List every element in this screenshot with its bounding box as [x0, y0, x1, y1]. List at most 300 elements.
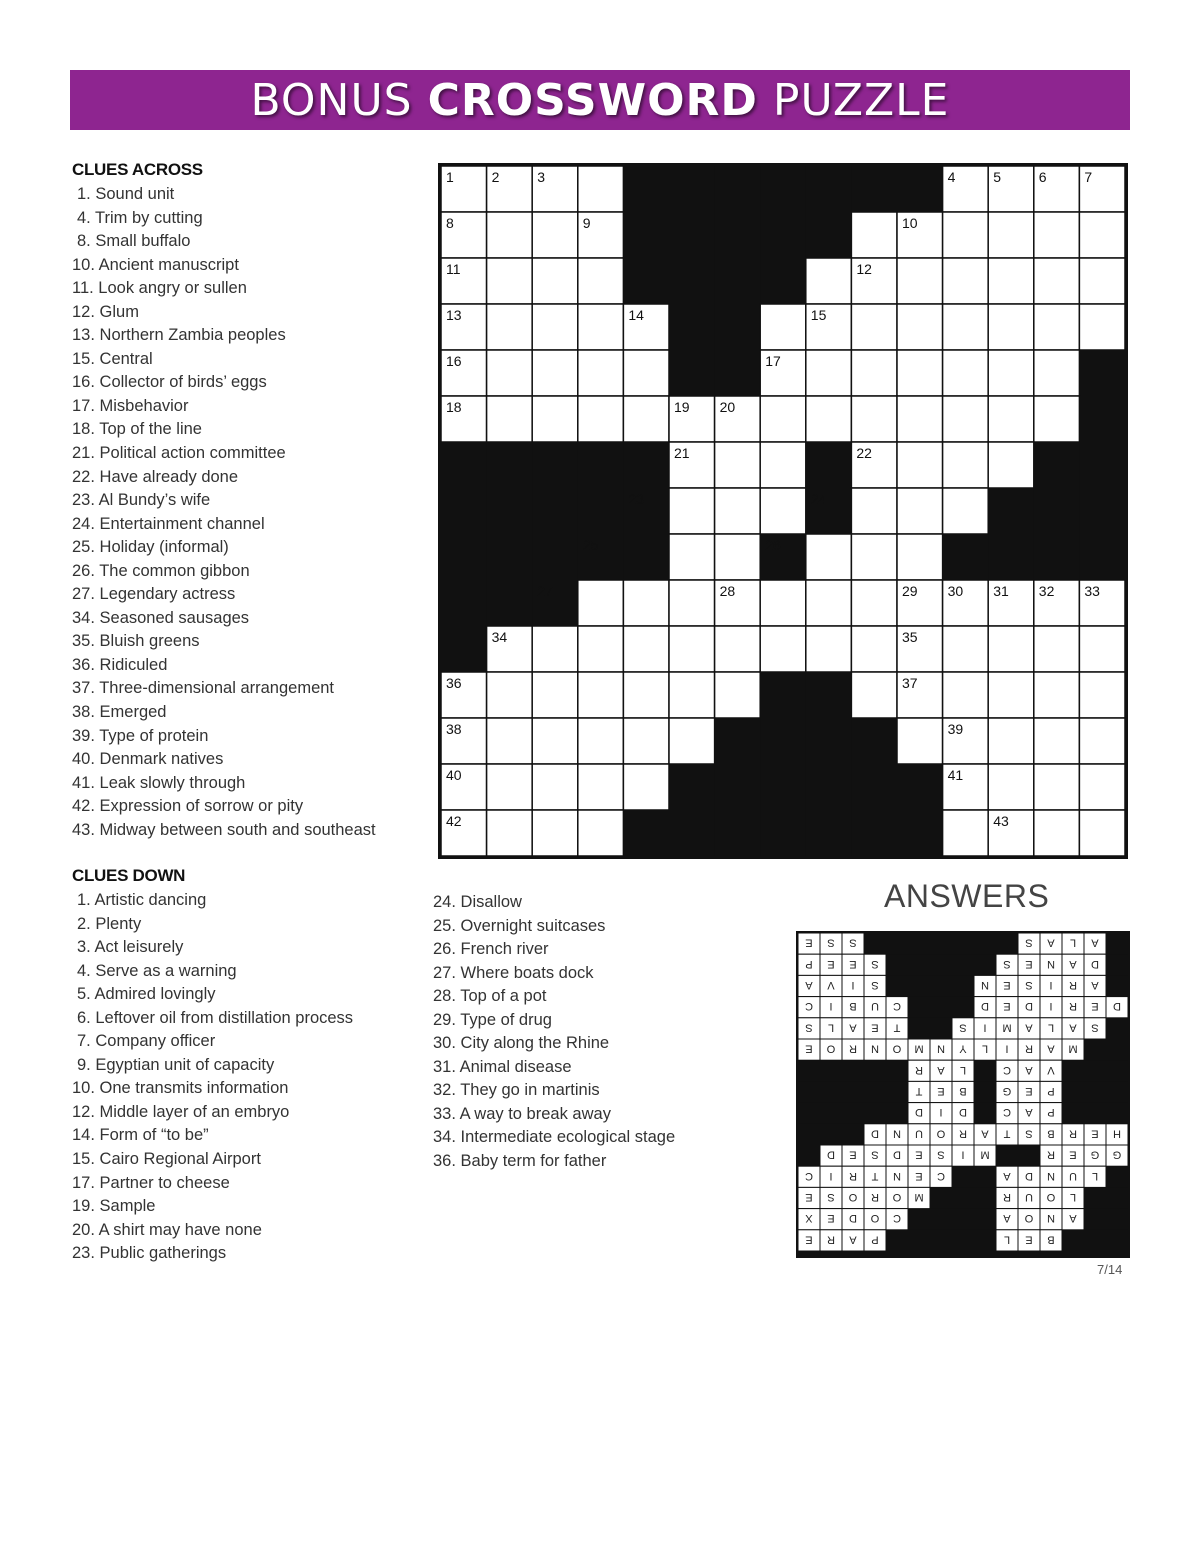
grid-block	[441, 442, 487, 488]
grid-cell	[1034, 672, 1080, 718]
clue-text: Three-dimensional arrangement	[94, 679, 335, 698]
clue-number: 1.	[77, 185, 91, 203]
grid-cell	[578, 626, 624, 672]
grid-cell	[715, 672, 761, 718]
answer-letter: U	[1025, 1191, 1033, 1203]
grid-cell	[943, 672, 989, 718]
answer-letter: S	[937, 1148, 945, 1161]
answers-block	[886, 933, 908, 954]
answer-letter: A	[1069, 957, 1077, 970]
grid-number: 15	[810, 307, 827, 323]
answer-letter: A	[1003, 1169, 1011, 1182]
answers-block	[974, 1209, 996, 1230]
answers-block	[1106, 1060, 1128, 1081]
answers-block	[1106, 975, 1128, 996]
answers-block	[886, 975, 908, 996]
answer-letter: A	[1003, 1212, 1011, 1225]
clue-item	[72, 1101, 353, 1125]
clue-number: 2.	[77, 914, 91, 933]
clue-number: 21.	[72, 444, 95, 463]
clue-number: 16.	[72, 373, 95, 392]
clue-text: Public gatherings	[94, 1244, 227, 1263]
answers-block	[864, 1060, 886, 1081]
clue-number: 26.	[72, 561, 95, 580]
grid-cell	[715, 488, 761, 534]
clue-number: 34.	[72, 608, 95, 627]
answer-letter: S	[827, 1191, 835, 1203]
answer-letter: L	[1047, 1021, 1055, 1034]
grid-cell	[578, 258, 624, 304]
grid-cell	[669, 626, 715, 672]
clue-text: Baby term for father	[455, 1152, 607, 1171]
clue-item	[72, 1054, 353, 1078]
grid-cell	[1034, 258, 1080, 304]
answer-letter: R	[1069, 1000, 1077, 1013]
grid-cell	[532, 764, 578, 810]
clues-down-list-2	[433, 891, 675, 1174]
grid-block	[623, 442, 669, 488]
grid-block	[715, 212, 761, 258]
clue-item	[433, 938, 675, 962]
answer-letter: E	[871, 1021, 879, 1034]
answers-block	[842, 1103, 864, 1124]
grid-number: 42	[446, 813, 462, 829]
answer-letter: M	[914, 1191, 924, 1203]
grid-cell	[532, 718, 578, 764]
grid-number: 14	[628, 307, 644, 323]
clue-text: Leftover oil from distillation process	[90, 1008, 354, 1027]
answers-block	[930, 1018, 952, 1039]
grid-cell	[806, 396, 852, 442]
answers-block	[798, 1081, 820, 1102]
grid-cell	[897, 350, 943, 396]
answer-letter: S	[1025, 1127, 1033, 1140]
clue-item	[433, 1150, 675, 1174]
clue-text: Intermediate ecological stage	[455, 1128, 676, 1147]
grid-block	[578, 442, 624, 488]
answer-letter: E	[1003, 1000, 1011, 1013]
grid-number: 36	[446, 675, 462, 691]
grid-block	[715, 258, 761, 304]
clue-item	[72, 395, 376, 419]
grid-block	[669, 212, 715, 258]
grid-block	[1079, 350, 1125, 396]
clue-text: Sound unit	[90, 185, 175, 203]
answer-letter: C	[893, 1212, 901, 1225]
clue-text: The common gibbon	[94, 561, 250, 580]
answers-block	[820, 1103, 842, 1124]
page-number: 7/14	[1097, 1262, 1123, 1277]
clue-number: 36.	[433, 1152, 456, 1171]
clue-number: 12.	[72, 1102, 95, 1121]
grid-cell	[532, 304, 578, 350]
grid-cell	[760, 304, 806, 350]
answers-block	[1018, 1145, 1040, 1166]
grid-cell	[623, 580, 669, 626]
answer-letter: S	[871, 957, 879, 970]
grid-block	[760, 764, 806, 810]
answer-letter: D	[1025, 1169, 1033, 1182]
answer-letter: C	[805, 1000, 813, 1013]
grid-cell	[943, 626, 989, 672]
grid-number: 40	[446, 767, 462, 783]
clue-item	[433, 891, 675, 915]
clue-number: 6.	[77, 1008, 91, 1027]
clue-number: 42.	[72, 797, 95, 816]
clue-item	[72, 301, 376, 325]
clue-item	[72, 254, 376, 278]
grid-number: 18	[446, 399, 462, 415]
answer-letter: G	[1090, 1148, 1100, 1161]
grid-number: 28	[719, 583, 736, 599]
clue-item	[72, 560, 376, 584]
answer-letter: E	[849, 1148, 857, 1161]
grid-block	[851, 718, 897, 764]
answers-block	[798, 1060, 820, 1081]
clue-number: 41.	[72, 773, 95, 792]
grid-cell	[760, 580, 806, 626]
answers-block	[1084, 1103, 1106, 1124]
grid-number: 10	[902, 215, 918, 231]
grid-number: 22	[856, 445, 872, 461]
answers-block	[930, 1187, 952, 1208]
grid-cell	[760, 626, 806, 672]
grid-block	[1034, 442, 1080, 488]
clue-number: 23.	[72, 1244, 95, 1263]
grid-cell	[623, 396, 669, 442]
answer-letter: E	[1091, 1127, 1099, 1140]
clue-item	[72, 536, 376, 560]
answer-letter: E	[1091, 1000, 1099, 1013]
answers-block	[1062, 1060, 1084, 1081]
answers-block	[842, 1124, 864, 1145]
clue-text: Cairo Regional Airport	[94, 1150, 261, 1169]
clue-text: Misbehavior	[94, 396, 189, 415]
answers-block	[952, 997, 974, 1018]
grid-cell	[851, 212, 897, 258]
answer-letter: O	[936, 1127, 946, 1140]
answer-letter: P	[1047, 1106, 1055, 1119]
grid-cell	[760, 396, 806, 442]
answer-letter: O	[892, 1191, 902, 1203]
clue-text: Entertainment channel	[94, 514, 265, 533]
grid-cell	[532, 626, 578, 672]
answer-letter: D	[915, 1106, 923, 1119]
grid-number: 11	[446, 261, 461, 277]
clue-item	[72, 583, 376, 607]
grid-cell	[1079, 304, 1125, 350]
clue-number: 24.	[433, 893, 456, 911]
clues-across-heading: CLUES ACROSS	[72, 160, 203, 179]
grid-cell	[943, 212, 989, 258]
grid-block	[1079, 488, 1125, 534]
grid-number: 21	[674, 445, 690, 461]
grid-cell	[1079, 672, 1125, 718]
clue-number: 22.	[72, 467, 95, 486]
grid-cell	[943, 488, 989, 534]
grid-cell	[943, 396, 989, 442]
answers-block	[952, 933, 974, 954]
grid-number: 2	[491, 169, 500, 185]
grid-block	[669, 764, 715, 810]
answer-letter: N	[1047, 1212, 1055, 1225]
grid-block	[623, 810, 669, 856]
grid-number: 38	[446, 721, 462, 737]
grid-cell	[578, 350, 624, 396]
answers-block	[1106, 1187, 1128, 1208]
grid-number: 23	[628, 491, 644, 507]
clue-text: Collector of birds’ eggs	[94, 373, 267, 392]
grid-block	[851, 810, 897, 856]
clue-number: 32.	[433, 1081, 456, 1100]
grid-cell	[669, 534, 715, 580]
grid-cell	[897, 534, 943, 580]
clue-item	[72, 889, 353, 913]
grid-block	[1079, 534, 1125, 580]
answers-block	[908, 1230, 930, 1251]
clue-item	[72, 772, 376, 796]
grid-number: 34	[491, 629, 508, 645]
answer-letter: S	[805, 1021, 813, 1034]
clue-item	[72, 654, 376, 678]
answer-letter: E	[805, 936, 813, 949]
clue-text: Act leisurely	[90, 938, 184, 957]
clue-text: Top of a pot	[455, 987, 547, 1006]
clue-text: A way to break away	[455, 1104, 611, 1123]
grid-cell	[487, 672, 533, 718]
grid-cell	[623, 626, 669, 672]
grid-block	[897, 166, 943, 212]
clue-item	[72, 513, 376, 537]
clue-text: Form of “to be”	[94, 1126, 209, 1145]
grid-cell	[806, 258, 852, 304]
grid-block	[532, 442, 578, 488]
answer-letter: O	[826, 1042, 836, 1055]
answers-grid	[796, 931, 1130, 1258]
grid-block	[760, 258, 806, 304]
clue-number: 7.	[77, 1032, 91, 1051]
grid-block	[669, 304, 715, 350]
grid-block	[623, 212, 669, 258]
answers-block	[930, 1230, 952, 1251]
answer-letter: E	[1003, 979, 1011, 991]
grid-cell	[943, 810, 989, 856]
answer-letter: R	[959, 1127, 967, 1140]
answer-letter: U	[915, 1127, 923, 1140]
grid-block	[1079, 442, 1125, 488]
answer-letter: C	[893, 1000, 901, 1013]
grid-block	[1079, 396, 1125, 442]
grid-number: 5	[993, 169, 1001, 185]
clue-text: One transmits information	[94, 1079, 289, 1098]
answers-block	[952, 1187, 974, 1208]
grid-block	[760, 212, 806, 258]
clue-number: 4.	[77, 961, 91, 980]
clue-item	[72, 207, 376, 231]
grid-cell	[578, 580, 624, 626]
crossword-grid	[438, 163, 1128, 859]
grid-cell	[851, 396, 897, 442]
grid-block	[1034, 534, 1080, 580]
grid-number: 4	[947, 169, 956, 185]
answer-letter: O	[848, 1191, 858, 1203]
clue-text: Leak slowly through	[94, 773, 246, 792]
answer-letter: R	[915, 1063, 923, 1076]
answers-block	[798, 1145, 820, 1166]
grid-cell	[487, 396, 533, 442]
grid-number: 43	[993, 813, 1009, 829]
grid-block	[988, 488, 1034, 534]
clue-text: Partner to cheese	[94, 1173, 230, 1192]
clue-number: 27.	[433, 963, 456, 982]
answers-block	[952, 1166, 974, 1187]
grid-number: 24	[810, 491, 827, 507]
clue-item	[433, 985, 675, 1009]
clue-number: 9.	[77, 1055, 91, 1074]
answer-letter: P	[1047, 1085, 1055, 1097]
answer-letter: B	[849, 1000, 857, 1013]
answer-letter: I	[829, 1000, 833, 1013]
answers-block	[930, 954, 952, 975]
grid-block	[487, 580, 533, 626]
answer-letter: L	[827, 1021, 835, 1034]
grid-block	[760, 718, 806, 764]
grid-number: 26	[765, 537, 781, 553]
clue-number: 17.	[72, 1173, 95, 1192]
grid-cell	[897, 442, 943, 488]
answers-block	[1084, 1081, 1106, 1102]
clue-number: 1.	[77, 891, 91, 909]
grid-cell	[851, 580, 897, 626]
grid-cell	[760, 488, 806, 534]
answer-letter: S	[1025, 936, 1033, 949]
clue-text: Top of the line	[94, 420, 202, 439]
grid-block	[441, 626, 487, 672]
answers-block	[1084, 1230, 1106, 1251]
clue-item	[72, 1124, 353, 1148]
clues-down-heading: CLUES DOWN	[72, 866, 186, 885]
clue-text: Company officer	[90, 1032, 216, 1051]
grid-number: 27	[537, 583, 553, 599]
answer-letter: V	[827, 979, 835, 991]
clue-text: Plenty	[90, 914, 142, 933]
grid-cell	[623, 672, 669, 718]
clue-item	[72, 371, 376, 395]
clue-number: 34.	[433, 1128, 456, 1147]
answer-letter: D	[849, 1212, 857, 1225]
answer-letter: V	[1047, 1063, 1055, 1076]
answer-letter: T	[1003, 1127, 1011, 1140]
answers-block	[952, 1209, 974, 1230]
grid-block	[715, 350, 761, 396]
grid-block	[1034, 488, 1080, 534]
grid-cell	[715, 626, 761, 672]
grid-cell	[851, 488, 897, 534]
clue-item	[433, 1032, 675, 1056]
grid-number: 37	[902, 675, 918, 691]
clue-item	[72, 983, 353, 1007]
clue-item	[72, 960, 353, 984]
clue-number: 26.	[433, 940, 456, 959]
grid-cell	[623, 718, 669, 764]
answer-letter: E	[805, 1233, 813, 1246]
grid-number: 8	[446, 215, 454, 231]
answers-block	[1062, 1081, 1084, 1102]
clue-number: 35.	[72, 632, 95, 651]
grid-block	[487, 488, 533, 534]
grid-cell	[487, 350, 533, 396]
clue-item	[72, 630, 376, 654]
clue-item	[433, 1103, 675, 1127]
grid-block	[669, 166, 715, 212]
answers-block	[974, 1230, 996, 1251]
answer-letter: A	[1047, 936, 1055, 949]
clue-item	[72, 795, 376, 819]
answers-block	[930, 997, 952, 1018]
grid-cell	[988, 350, 1034, 396]
grid-cell	[851, 350, 897, 396]
clue-item	[72, 1172, 353, 1196]
grid-block	[487, 534, 533, 580]
grid-cell	[1079, 810, 1125, 856]
grid-cell	[897, 258, 943, 304]
grid-cell	[487, 810, 533, 856]
clue-text: Look angry or sullen	[93, 279, 247, 298]
clue-text: Disallow	[455, 893, 522, 911]
answer-letter: M	[1002, 1021, 1012, 1034]
answers-block	[974, 1187, 996, 1208]
clue-number: 19.	[72, 1197, 95, 1216]
grid-cell	[806, 534, 852, 580]
answer-letter: R	[871, 1191, 879, 1203]
grid-cell	[1079, 212, 1125, 258]
clue-number: 28.	[433, 987, 456, 1006]
grid-block	[441, 488, 487, 534]
grid-cell	[988, 304, 1034, 350]
grid-number: 20	[719, 399, 736, 415]
answer-letter: O	[1024, 1212, 1034, 1225]
clue-number: 39.	[72, 726, 95, 745]
clue-text: Have already done	[94, 467, 239, 486]
grid-cell	[1034, 764, 1080, 810]
clue-text: Seasoned sausages	[94, 608, 250, 627]
clue-number: 14.	[72, 1126, 95, 1145]
clue-text: City along the Rhine	[455, 1034, 610, 1053]
clue-number: 38.	[72, 703, 95, 722]
grid-cell	[1079, 258, 1125, 304]
clue-number: 5.	[77, 985, 91, 1004]
grid-cell	[669, 672, 715, 718]
answer-letter: A	[805, 979, 813, 991]
clue-text: Artistic dancing	[90, 891, 207, 909]
answer-letter: P	[805, 957, 813, 970]
answers-block	[1084, 1209, 1106, 1230]
clue-text: Bluish greens	[94, 632, 200, 651]
answer-letter: S	[1003, 957, 1011, 970]
grid-block	[760, 166, 806, 212]
answers-block	[1084, 1060, 1106, 1081]
grid-cell	[623, 764, 669, 810]
grid-number: 7	[1084, 169, 1093, 185]
clues-down-list-1	[72, 889, 353, 1266]
answer-letter: C	[805, 1169, 813, 1182]
grid-cell	[943, 442, 989, 488]
grid-cell	[1079, 764, 1125, 810]
clue-text: Overnight suitcases	[455, 916, 606, 935]
answer-letter: I	[1005, 1042, 1009, 1055]
grid-cell	[532, 672, 578, 718]
answer-letter: N	[937, 1042, 945, 1055]
